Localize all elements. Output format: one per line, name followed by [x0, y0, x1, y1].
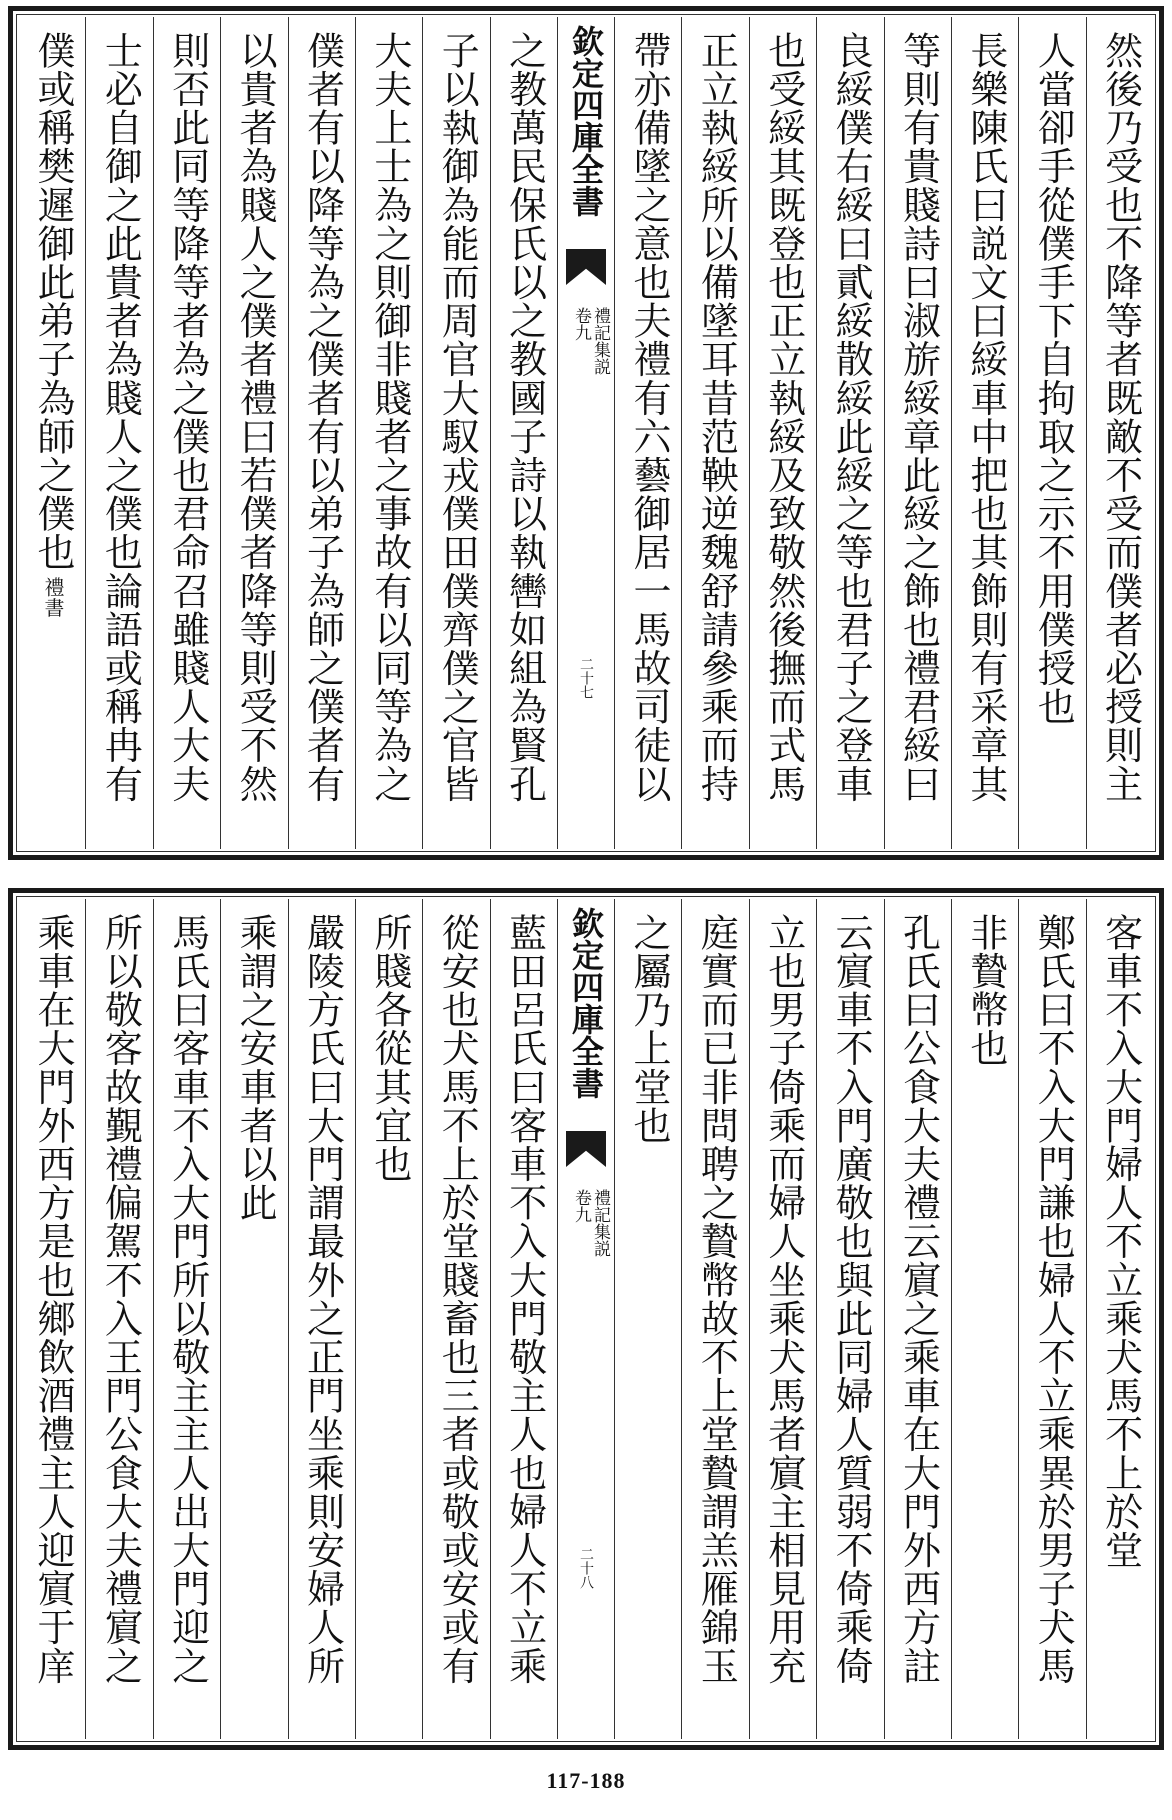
- column-text: 長樂陳氏曰説文曰綏車中把也其飾則有采章其: [963, 31, 1008, 803]
- collection-title: 欽定四庫全書: [567, 907, 605, 1099]
- text-column: [884, 899, 951, 1739]
- text-column: [1018, 899, 1085, 1739]
- text-column: [19, 899, 85, 1739]
- column-text: 之屬乃上堂也: [627, 913, 672, 1145]
- centre-column: [557, 17, 614, 849]
- column-text: 大夫上士為之則御非賤者之事故有以同等為之: [367, 31, 412, 803]
- column-text: 所賤各從其宜也: [367, 913, 412, 1184]
- text-column: [1086, 899, 1153, 1739]
- column-text: 乘謂之安車者以此: [233, 913, 278, 1222]
- column-text: 客車不入大門婦人不立乘犬馬不上於堂: [1098, 913, 1143, 1570]
- book-info: [572, 307, 608, 375]
- text-column: [614, 17, 681, 849]
- column-text: 鄭氏曰不入大門謙也婦人不立乘異於男子犬馬: [1031, 913, 1076, 1685]
- source-note: 禮書: [41, 577, 66, 619]
- column-text: 正立執綏所以備墜耳昔范鞅逆魏舒請參乘而持: [694, 31, 739, 803]
- text-column: [85, 899, 152, 1739]
- volume-label: 卷九: [571, 1189, 591, 1223]
- leaf-number: 二十七: [578, 657, 594, 699]
- text-column: [1018, 17, 1085, 849]
- column-text: 所以敬客故覲禮偏駕不入王門公食大夫禮賔之: [98, 913, 143, 1685]
- column-text: 從安也犬馬不上於堂賤畜也三者或敬或安或有: [435, 913, 480, 1685]
- column-text: 馬氏曰客車不入大門所以敬主主人出大門迎之: [165, 913, 210, 1685]
- column-text: 孔氏曰公食大夫禮云賔之乘車在大門外西方註: [896, 913, 941, 1685]
- text-column: [749, 17, 816, 849]
- text-column: [355, 17, 422, 849]
- page-number: 117-188: [546, 1768, 626, 1793]
- bottom-text-columns: [19, 899, 1153, 1739]
- top-folio: [8, 6, 1164, 860]
- column-text: 立也男子倚乘而婦人坐乘犬馬者賔主相見用充: [761, 913, 806, 1685]
- text-column: [220, 17, 287, 849]
- column-text: 然後乃受也不降等者既敵不受而僕者必授則主: [1098, 31, 1143, 803]
- book-title: 禮記集説: [590, 1189, 610, 1257]
- column-text: 藍田呂氏曰客車不入大門敬主人也婦人不立乘: [502, 913, 547, 1685]
- column-text: 良綏僕右綏曰貳綏散綏此綏之等也君子之登車: [829, 31, 874, 803]
- text-column: [422, 17, 489, 849]
- column-text: 則否此同等降等者為之僕也君命召雖賤人大夫: [165, 31, 210, 803]
- text-column: [951, 17, 1018, 849]
- bottom-folio: [8, 888, 1164, 1750]
- text-column: [681, 17, 748, 849]
- column-text: 以貴者為賤人之僕者禮曰若僕者降等則受不然: [233, 31, 278, 803]
- text-column: [153, 17, 220, 849]
- column-text: 士必自御之此貴者為賤人之僕也論語或稱冉有: [98, 31, 143, 803]
- text-column: [884, 17, 951, 849]
- centre-column: [557, 899, 614, 1739]
- text-column: [355, 899, 422, 1739]
- leaf-number: 二十八: [578, 1547, 594, 1589]
- top-text-columns: [19, 17, 1153, 849]
- column-text: 帶亦備墜之意也夫禮有六藝御居一馬故司徒以: [627, 31, 672, 803]
- book-title: 禮記集説: [590, 307, 610, 375]
- text-column: [1086, 17, 1153, 849]
- column-text: 嚴陵方氏曰大門謂最外之正門坐乘則安婦人所: [300, 913, 345, 1685]
- text-column: [490, 899, 557, 1739]
- column-text: 云賔車不入門廣敬也與此同婦人質弱不倚乘倚: [829, 913, 874, 1685]
- text-column: [951, 899, 1018, 1739]
- text-column: [153, 899, 220, 1739]
- column-text: 庭實而已非問聘之贄幣故不上堂贄謂羔雁錦玉: [694, 913, 739, 1685]
- column-text: 乘車在大門外西方是也鄉飲酒禮主人迎賔于庠: [31, 913, 76, 1685]
- text-column: [85, 17, 152, 849]
- text-column: [422, 899, 489, 1739]
- text-column: [288, 899, 355, 1739]
- column-text: [30, 17, 74, 849]
- volume-label: 卷九: [571, 307, 591, 341]
- column-text: 子以執御為能而周官大馭戎僕田僕齊僕之官皆: [435, 31, 480, 803]
- column-text: 非贄幣也: [963, 913, 1008, 1068]
- text-column: [816, 17, 883, 849]
- text-column: [490, 17, 557, 849]
- column-text: 僕者有以降等為之僕者有以弟子為師之僕者有: [300, 31, 345, 803]
- text-column: [749, 899, 816, 1739]
- book-info: [572, 1189, 608, 1257]
- column-text: 之教萬民保氏以之教國子詩以執轡如組為賢孔: [502, 31, 547, 803]
- text-column: [288, 17, 355, 849]
- column-main-text: 僕或稱樊遲御此弟子為師之僕也: [31, 31, 76, 572]
- text-column: [816, 899, 883, 1739]
- text-column: [19, 17, 85, 849]
- text-column: [681, 899, 748, 1739]
- column-text: 也受綏其既登也正立執綏及致敬然後撫而式馬: [761, 31, 806, 803]
- text-column: [220, 899, 287, 1739]
- text-column: [614, 899, 681, 1739]
- column-text: 人當卻手從僕手下自拘取之示不用僕授也: [1031, 31, 1076, 726]
- column-text: 等則有貴賤詩曰淑旂綏章此綏之飾也禮君綏曰: [896, 31, 941, 803]
- collection-title: 欽定四庫全書: [567, 25, 605, 217]
